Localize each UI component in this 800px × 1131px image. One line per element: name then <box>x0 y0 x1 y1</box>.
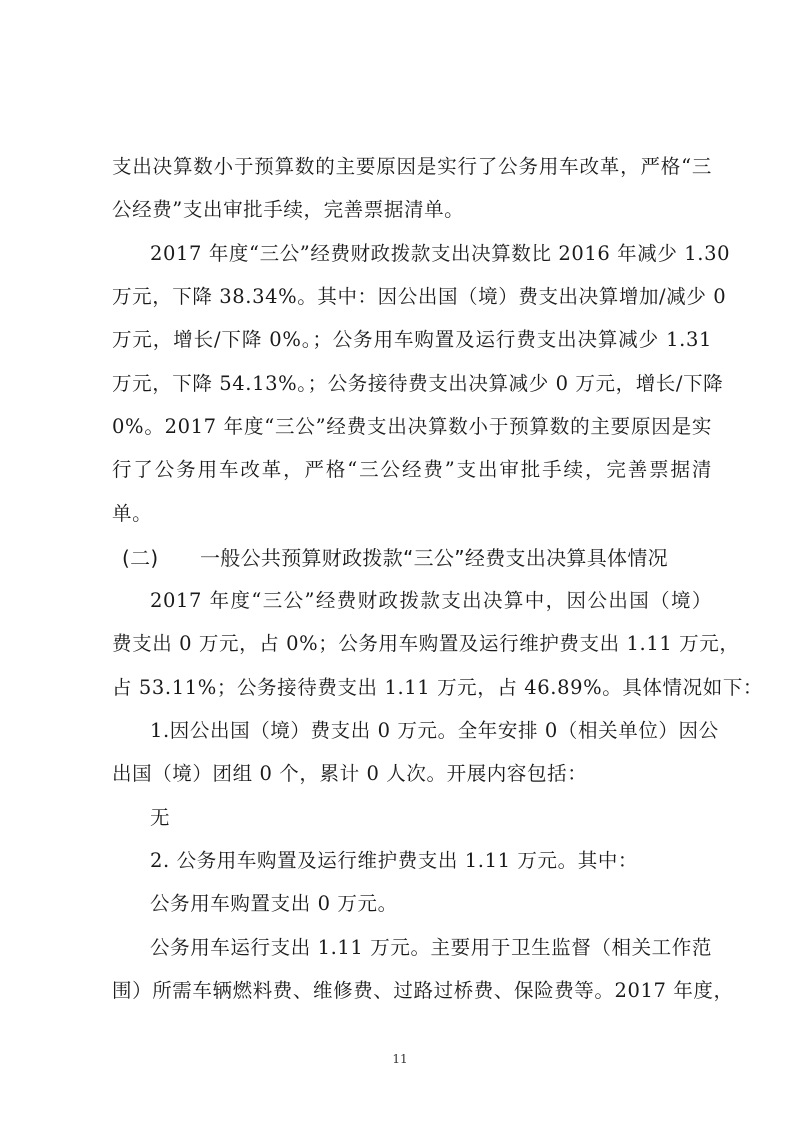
paragraph-line: 万元，增长/下降 0%。；公务用车购置及运行费支出决算减少 1.31 <box>112 328 712 351</box>
paragraph-line: 公务用车运行支出 1.11 万元。主要用于卫生监督（相关工作范 <box>150 936 712 959</box>
paragraph-line: 1.因公出国（境）费支出 0 万元。全年安排 0（相关单位）因公 <box>150 719 719 742</box>
section-title: 一般公共预算财政拨款“三公”经费支出决算具体情况 <box>200 546 668 570</box>
paragraph-line: 公经费”支出审批手续，完善票据清单。 <box>112 198 465 221</box>
paragraph-line: 无 <box>150 806 171 829</box>
paragraph-line: 单。 <box>112 502 153 525</box>
paragraph-line: 出国（境）团组 0 个，累计 0 人次。开展内容包括： <box>112 762 588 785</box>
paragraph-line: 行了公务用车改革，严格“三公经费”支出审批手续，完善票据清 <box>112 458 712 481</box>
paragraph-line: 费支出 0 万元，占 0%；公务用车购置及运行维护费支出 1.11 万元， <box>112 632 740 655</box>
page-number: 11 <box>392 1052 408 1066</box>
paragraph-line: 支出决算数小于预算数的主要原因是实行了公务用车改革，严格“三 <box>112 155 712 178</box>
section-heading <box>122 545 722 571</box>
paragraph-line: 万元，下降 54.13%。；公务接待费支出决算减少 0 万元，增长/下降 <box>112 372 724 395</box>
paragraph-line: 公务用车购置支出 0 万元。 <box>150 892 398 915</box>
paragraph-line: 万元，下降 38.34%。其中：因公出国（境）费支出决算增加/减少 0 <box>112 285 727 308</box>
paragraph-line: 围）所需车辆燃料费、维修费、过路过桥费、保险费等。2017 年度， <box>112 979 734 1002</box>
paragraph-line: 2017 年度“三公”经费财政拨款支出决算中，因公出国（境） <box>150 589 712 612</box>
section-number: (二) <box>122 546 159 570</box>
paragraph-line: 2. 公务用车购置及运行维护费支出 1.11 万元。其中： <box>150 849 639 872</box>
paragraph-line: 0%。2017 年度“三公”经费支出决算数小于预算数的主要原因是实 <box>112 415 712 438</box>
paragraph-line: 2017 年度“三公”经费财政拨款支出决算数比 2016 年减少 1.30 <box>150 242 731 265</box>
paragraph-line: 占 53.11%；公务接待费支出 1.11 万元，占 46.89%。具体情况如下： <box>112 676 764 699</box>
